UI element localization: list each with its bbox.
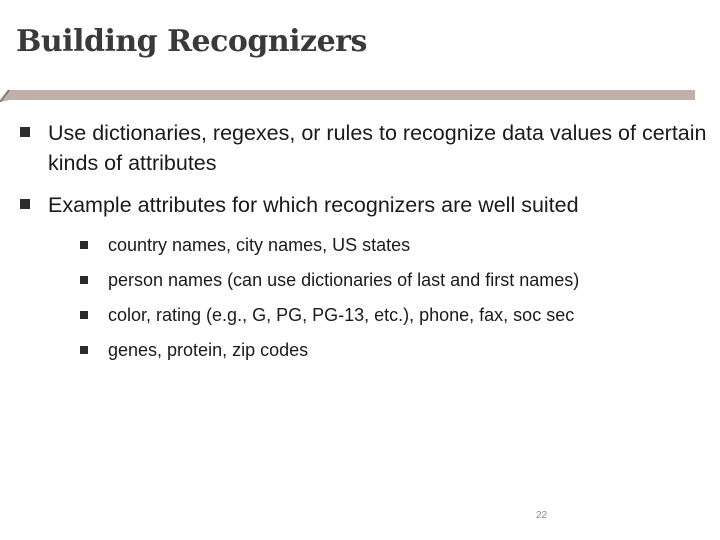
square-bullet-icon — [80, 311, 88, 319]
square-bullet-icon — [20, 199, 30, 209]
sub-bullet-item — [80, 333, 710, 368]
sub-bullet-list — [48, 228, 710, 368]
sub-bullet-item — [80, 263, 710, 298]
sub-bullet-item — [80, 228, 710, 263]
sub-bullet-text: color, rating (e.g., G, PG, PG-13, etc.), phone, fax, soc sec — [108, 305, 575, 325]
bullet-text: Use dictionaries, regexes, or rules to recognize data values of certain kinds of attributes — [48, 121, 707, 175]
square-bullet-icon — [80, 276, 88, 284]
page-number: 22 — [536, 510, 548, 521]
square-bullet-icon — [80, 241, 88, 249]
bullet-text: Example attributes for which recognizers are well suited — [48, 193, 579, 217]
bullet-item — [20, 118, 710, 178]
slide-title: Building Recognizers — [16, 24, 367, 59]
sub-bullet-text: person names (can use dictionaries of last and first names) — [108, 270, 580, 290]
sub-bullet-text: genes, protein, zip codes — [108, 340, 309, 360]
title-divider-bar — [0, 88, 695, 102]
sub-bullet-text: country names, city names, US states — [108, 235, 411, 255]
square-bullet-icon — [80, 346, 88, 354]
square-bullet-icon — [20, 127, 30, 137]
bullet-item — [20, 190, 710, 368]
bullet-list — [20, 118, 710, 380]
sub-bullet-item — [80, 298, 710, 333]
